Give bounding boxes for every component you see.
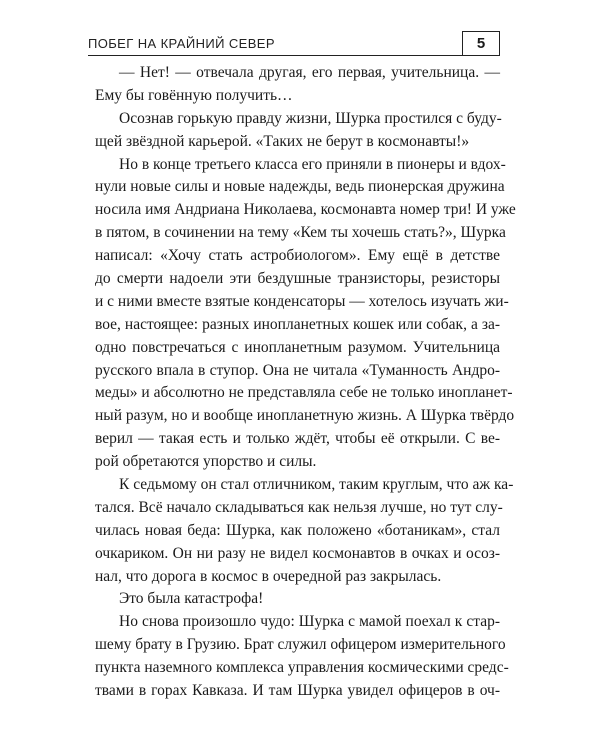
text-line: Но снова произошло чудо: Шурка с мамой поехал к стар- [119,613,500,631]
text-line: шему брату в Грузию. Брат служил офицером измерительного [95,636,506,654]
text-line: К седьмому он стал отличником, таким круглым, что аж ка- [119,476,514,494]
text-line: Но в конце третьего класса его приняли в пионеры и вдох- [119,155,506,173]
text-line: Осознав горькую правду жизни, Шурка простился с буду- [119,109,502,127]
text-line: ный разум, но и вообще инопланетную жизнь. А Шурка твёрдо [95,407,515,425]
text-line: Это была катастрофа! [119,590,264,608]
text-line: нал, что дорога в космос в очередной раз закрылась. [95,567,442,585]
paragraph [95,588,500,611]
text-line: Ему бы говённую получить… [95,86,293,104]
text-line: — Нет! — отвечала другая, его первая, учительница. — [119,64,500,81]
paragraph [95,474,514,588]
text-line: рой обретаются упорство и силы. [95,453,317,471]
text-line: носила имя Андриана Николаева, космонавта номер три! И уже [95,201,516,219]
paragraph [95,611,509,703]
text-line: русского впала в ступор. Она не читала «Туманность Андро- [95,361,500,379]
text-line: твами в горах Кавказа. И там Шурка увидел офицеров в оч- [95,682,500,700]
running-title: ПОБЕГ НА КРАЙНИЙ СЕВЕР [88,36,275,51]
page-number: 5 [462,31,500,55]
text-line: пункта наземного комплекса управления космическими средс- [95,659,509,677]
paragraph [95,108,500,154]
text-line: и с ними вместе взятые конденсаторы — хотелось изучать жи- [95,292,509,310]
text-line: в пятом, в сочинении на тему «Кем ты хочешь стать?», Шурка [95,224,506,242]
text-line: верил — такая есть и только ждёт, чтобы её открыли. С ве- [95,430,500,448]
text-line: до смерти надоели эти бездушные транзисторы, резисторы [95,270,500,288]
text-line: меды» и абсолютно не представляла себе не только инопланет- [95,384,513,402]
text-line: очкариком. Он ни разу не видел космонавтов в очках и осоз- [95,544,500,562]
paragraph [95,62,500,108]
text-line: нули новые силы и новые надежды, ведь пионерская дружина [95,178,505,196]
header-rule [88,55,500,56]
text-line: тался. Всё начало складываться как нельзя лучше, но тут слу- [95,498,503,516]
text-line: одно повстречаться с инопланетным разумом. Учительница [95,338,500,356]
text-line: вое, настоящее: разных инопланетных кошек или собак, а за- [95,315,500,333]
text-line: написал: «Хочу стать астробиологом». Ему ещё в детстве [95,247,500,265]
paragraph [95,154,516,474]
text-line: чилась новая беда: Шурка, как положено «ботаникам», стал [95,521,500,539]
text-line: щей звёздной карьерой. «Таких не берут в космонавты!» [95,132,470,150]
body-text [95,62,516,703]
